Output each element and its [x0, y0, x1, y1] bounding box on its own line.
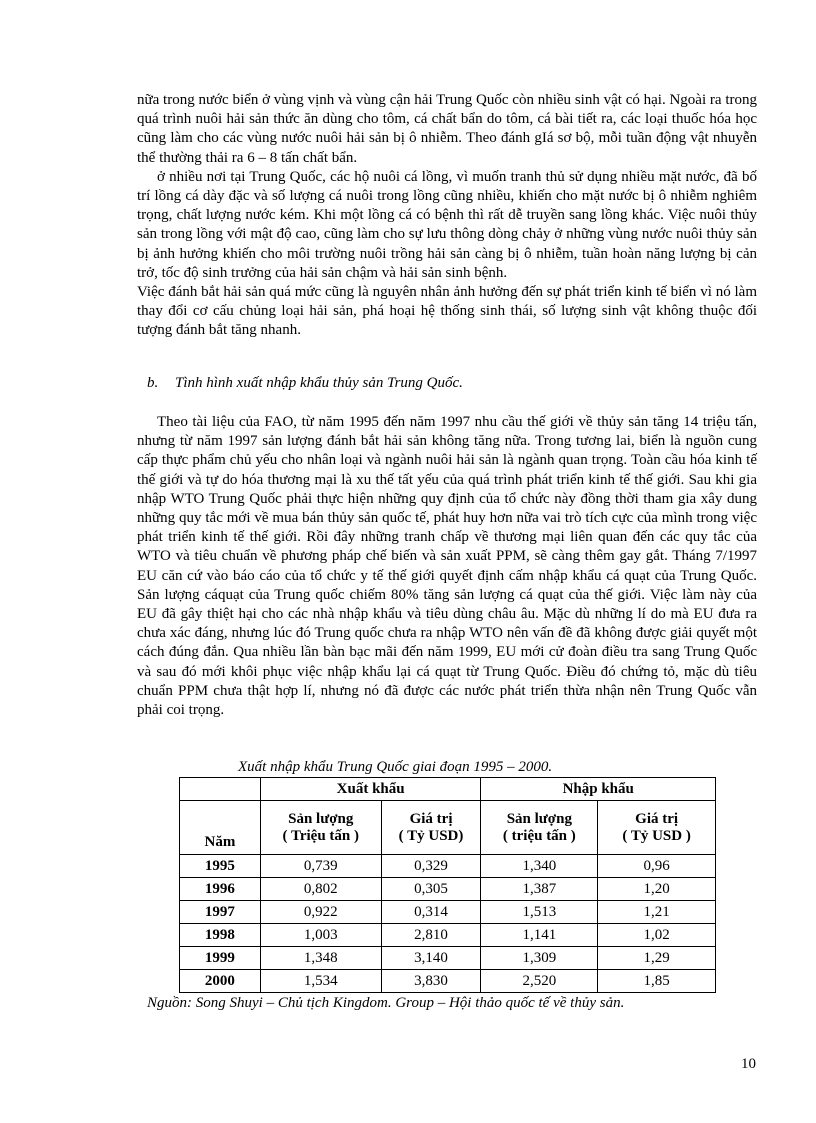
export-value-cell: 0,314	[381, 901, 481, 924]
paragraph: Theo tài liệu của FAO, từ năm 1995 đến năm 1997 nhu cầu thế giới về thủy sản tăng 14 triệu tấn, nhưng từ năm 1997 sản lượng đánh bắt hải sản không tăng nữa. Trong tương lai, biển là nguồn cung cấp thực phẩm chủ yếu cho nhân loại và ngành nuôi hải sản là ngành quan trọng. Toàn cầu hóa kinh tế thế giới và tự do hóa thương mại là xu thế tất yếu của quá trình phát triển kinh tế thế giới. Sau khi gia nhập WTO Trung Quốc phải thực hiện những quy định của tổ chức này đồng thời tham gia xây dung những quy tắc mới về mua bán thủy sản quốc tế, phát huy hơn nữa vai trò tích cực của mình trong việc phát triển kinh tế thế giới. Rồi đây những tranh chấp về thương mại liên quan đến các quy tắc của WTO và tiêu chuẩn về phương pháp chế biến và sản xuất PPM, sẽ càng thêm gay gắt. Tháng 7/1997 EU căn cứ vào báo cáo của tổ chức y tế thế giới quyết định cấm nhập khẩu cá quạt của Trung Quốc. Sản lượng cáquạt của Trung quốc chiếm 80% tăng sản lượng cá quạt của thế giới. Việc làm này của EU đã gây thiệt hại cho các nhà nhập khẩu và tiêu dùng châu âu. Mặc dù những lí do mà EU đưa ra chưa xác đáng, nhưng lúc đó Trung quốc chưa ra nhập WTO nên vấn đề đã không được giải quyết một cách đúng đắn. Qua nhiều lần bàn bạc mãi đến năm 1999, EU mới cử đoàn điều tra sang Trung Quốc và sau đó mới khôi phục việc nhập khẩu lại cá quạt từ Trung Quốc. Điều đó chứng tỏ, mặc dù tiêu chuẩn PPM chưa thật hợp lí, nhưng nó đã được các nước phát triển thừa nhận nên Trung Quốc vẫn phải coi trọng.	[137, 414, 757, 719]
import-value-cell: 1,20	[598, 878, 716, 901]
import-group-header: Nhập khẩu	[481, 778, 716, 801]
import-value-cell: 1,29	[598, 947, 716, 970]
import-value-cell: 1,85	[598, 970, 716, 993]
main-text-block	[137, 413, 757, 720]
import-quantity-cell: 1,387	[481, 878, 598, 901]
year-cell: 1998	[180, 924, 261, 947]
table-header-empty	[180, 778, 261, 801]
export-group-header: Xuất khẩu	[260, 778, 481, 801]
table-row	[180, 970, 716, 993]
header-line: ( Triệu tấn )	[282, 827, 359, 844]
export-value-cell: 3,830	[381, 970, 481, 993]
table-row	[180, 901, 716, 924]
table-group-header-row	[180, 778, 716, 801]
header-line: ( Tỷ USD )	[622, 827, 691, 844]
export-quantity-header	[260, 801, 381, 855]
import-value-cell: 0,96	[598, 855, 716, 878]
import-value-cell: 1,21	[598, 901, 716, 924]
top-text-block	[137, 91, 757, 341]
import-quantity-cell: 1,309	[481, 947, 598, 970]
export-quantity-cell: 1,003	[260, 924, 381, 947]
header-line: Giá trị	[409, 810, 453, 827]
paragraph: Việc đánh bắt hải sản quá mức cũng là nguyên nhân ảnh hưởng đến sự phát triển kinh tế biển vì nó làm thay đổi cơ cấu chủng loại hải sản, phá hoại hệ thống sinh thái, số lượng sinh vật không thuộc đối tượng đánh bắt tăng nhanh.	[137, 284, 757, 339]
import-value-cell: 1,02	[598, 924, 716, 947]
section-heading	[147, 375, 463, 392]
import-quantity-cell: 1,513	[481, 901, 598, 924]
export-quantity-cell: 0,739	[260, 855, 381, 878]
table-source-note: Nguồn: Song Shuyi – Chủ tịch Kingdom. Group – Hội thảo quốc tế về thủy sản.	[147, 995, 625, 1011]
year-cell: 1995	[180, 855, 261, 878]
import-quantity-cell: 1,141	[481, 924, 598, 947]
export-quantity-cell: 0,802	[260, 878, 381, 901]
import-quantity-header	[481, 801, 598, 855]
import-value-header	[598, 801, 716, 855]
export-value-cell: 2,810	[381, 924, 481, 947]
paragraph: ở nhiều nơi tại Trung Quốc, các hộ nuôi cá lồng, vì muốn tranh thủ sử dụng nhiều mặt nước, đã bố trí lồng cá dày đặc và số lượng cá nuôi trong lồng cũng nhiều, khiến cho mặt nước bị ô nhiễm nghiêm trọng, chất lượng nước kém. Khi một lồng cá có bệnh thì rất dễ truyền sang lồng khác. Việc nuôi thủy sản trong lồng với mật độ cao, cũng làm cho sự lưu thông dòng chảy ở những vùng nước nuôi thủy sản bị ảnh hưởng khiến cho môi trường nuôi trồng hải sản càng bị ô nhiễm, tuần hoàn năng lượng bị cản trở, tốc độ sinh trưởng của hải sản chậm và hải sản sinh bệnh.	[137, 168, 757, 281]
export-import-table	[179, 777, 716, 993]
import-quantity-cell: 1,340	[481, 855, 598, 878]
export-quantity-cell: 1,534	[260, 970, 381, 993]
export-quantity-cell: 0,922	[260, 901, 381, 924]
table-column-header-row	[180, 801, 716, 855]
table-row	[180, 878, 716, 901]
year-cell: 1997	[180, 901, 261, 924]
section-number: b.	[147, 375, 159, 391]
section-title: Tình hình xuất nhập khẩu thủy sản Trung Quốc.	[175, 375, 463, 391]
import-quantity-cell: 2,520	[481, 970, 598, 993]
export-value-cell: 3,140	[381, 947, 481, 970]
table-caption: Xuất nhập khẩu Trung Quốc giai đoạn 1995 – 2000.	[238, 759, 553, 775]
paragraph: nữa trong nước biển ở vùng vịnh và vùng cận hải Trung Quốc còn nhiều sinh vật có hại. Ngoài ra trong quá trình nuôi hải sản thức ăn dùng cho tôm, cá chất bẩn do tôm, cá bài tiết ra, các loại thuốc hóa học cũng làm cho các vùng nước nuôi hải sản bị ô nhiễm. Theo đánh gIá sơ bộ, mỗi tuần động vật nhuyễn thể thường thải ra 6 – 8 tấn chất bẩn.	[137, 92, 757, 166]
page-number: 10	[741, 1056, 756, 1072]
year-cell: 1999	[180, 947, 261, 970]
year-column-header: Năm	[180, 801, 261, 855]
header-line: ( Tỷ USD)	[398, 827, 464, 844]
year-cell: 1996	[180, 878, 261, 901]
export-value-cell: 0,329	[381, 855, 481, 878]
export-value-cell: 0,305	[381, 878, 481, 901]
year-cell: 2000	[180, 970, 261, 993]
header-line: Giá trị	[635, 810, 679, 827]
header-line: Sản lượng	[288, 810, 354, 827]
table-row	[180, 855, 716, 878]
export-quantity-cell: 1,348	[260, 947, 381, 970]
export-value-header	[381, 801, 481, 855]
header-line: Sản lượng	[506, 810, 572, 827]
table-row	[180, 947, 716, 970]
header-line: ( triệu tấn )	[502, 827, 576, 844]
table-row	[180, 924, 716, 947]
